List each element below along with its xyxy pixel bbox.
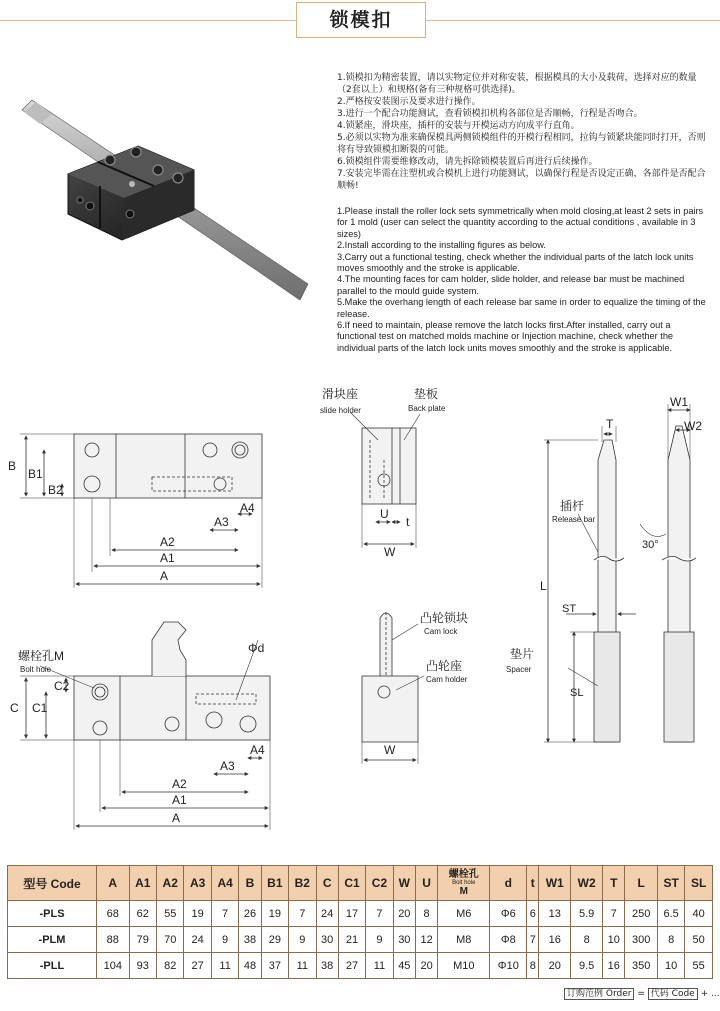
- col-header: C: [316, 866, 338, 901]
- table-cell: Φ10: [490, 953, 527, 979]
- bolt-hole-m: M: [459, 885, 468, 897]
- table-cell: 24: [316, 901, 338, 927]
- table-cell: 17: [338, 901, 365, 927]
- dim-a2-cam: A2: [172, 777, 187, 791]
- col-header: W: [393, 866, 415, 901]
- spacer-label-en: Spacer: [506, 665, 532, 674]
- dim-b: B: [8, 459, 17, 473]
- product-photo: [18, 88, 318, 318]
- release-bar-label-en: Release bar: [552, 515, 596, 524]
- table-cell: 21: [338, 927, 365, 953]
- dim-a-cam: A: [172, 811, 181, 825]
- dim-angle: 30°: [642, 539, 659, 551]
- table-cell: 93: [129, 953, 156, 979]
- table-cell: 11: [366, 953, 393, 979]
- note-cn: 2.严格按安装图示及要求进行操作。: [337, 97, 481, 107]
- table-row: [8, 901, 713, 927]
- table-cell: 79: [129, 927, 156, 953]
- col-header: C1: [338, 866, 365, 901]
- col-header: SL: [685, 866, 713, 901]
- table-cell: 16: [539, 927, 571, 953]
- table-cell: 8: [527, 953, 539, 979]
- col-header: 型号 Code: [8, 866, 97, 901]
- cam-holder-label-cn: 凸轮座: [426, 659, 463, 673]
- table-cell: 38: [239, 927, 261, 953]
- table-cell: 20: [539, 953, 571, 979]
- dim-a2: A2: [160, 535, 175, 549]
- dim-a3: A3: [214, 515, 229, 529]
- col-header: B1: [261, 866, 288, 901]
- table-cell: 13: [539, 901, 571, 927]
- table-cell: 11: [211, 953, 238, 979]
- table-cell: 12: [415, 927, 437, 953]
- dim-phi-d: Φd: [248, 641, 265, 655]
- dim-b2: B2: [48, 483, 63, 497]
- table-cell: 30: [316, 927, 338, 953]
- note-en: 4.The mounting faces for cam holder, slide holder, and release bar must be machined parallel to the mould guide system.: [337, 274, 685, 296]
- dim-u: U: [380, 507, 389, 521]
- dim-c2: C2: [54, 679, 70, 693]
- dim-w1: W1: [670, 395, 688, 409]
- table-cell: 5.9: [571, 901, 603, 927]
- table-header-row: [8, 866, 713, 901]
- notes-chinese: [337, 72, 709, 192]
- col-header: A4: [211, 866, 238, 901]
- cam-lock-label-en: Cam lock: [424, 627, 458, 636]
- table-row: [8, 953, 713, 979]
- technical-drawings: [0, 380, 720, 825]
- dim-w: W: [384, 545, 396, 559]
- table-cell: 10: [603, 927, 625, 953]
- col-header: L: [625, 866, 658, 901]
- order-prefix: 订购范例: [567, 989, 604, 999]
- back-plate-label-en: Back plate: [408, 404, 446, 413]
- col-header: B: [239, 866, 261, 901]
- table-cell: 55: [685, 953, 713, 979]
- slide-holder-label-en: slide holder: [320, 406, 361, 415]
- table-cell: 19: [184, 901, 211, 927]
- spacer-label-cn: 垫片: [510, 647, 535, 661]
- table-cell: 37: [261, 953, 288, 979]
- model-code-cell: -PLM: [8, 927, 97, 953]
- order-suffix: + ...: [700, 989, 720, 999]
- slide-holder-label-cn: 滑块座: [322, 387, 359, 401]
- table-cell: 7: [366, 901, 393, 927]
- note-en: 3.Carry out a functional testing, check whether the individual parts of the latch lock units moves smoothly and the stroke is applicable.: [337, 251, 694, 274]
- table-cell: 62: [129, 901, 156, 927]
- bolt-hole-cn: 螺栓孔: [448, 868, 479, 880]
- dim-w-cam: W: [384, 743, 396, 757]
- dim-st: ST: [562, 603, 577, 615]
- table-cell: 9: [211, 927, 238, 953]
- table-cell: M6: [438, 901, 490, 927]
- col-header: B2: [289, 866, 316, 901]
- cam-holder-drawing: [362, 612, 424, 764]
- page-title: 锁模扣: [296, 2, 426, 38]
- dim-a: A: [160, 569, 169, 583]
- table-cell: M8: [438, 927, 490, 953]
- table-cell: 104: [97, 953, 130, 979]
- col-header: d: [490, 866, 527, 901]
- table-cell: 26: [239, 901, 261, 927]
- table-cell: 70: [156, 927, 183, 953]
- note-cn: 6.锁模组件需要维修改动，请先拆除锁模装置后再进行后续操作。: [337, 157, 598, 167]
- table-cell: 55: [156, 901, 183, 927]
- table-cell: 82: [156, 953, 183, 979]
- table-cell: 27: [338, 953, 365, 979]
- col-header: ST: [657, 866, 684, 901]
- slide-holder-drawing: [350, 412, 420, 548]
- table-cell: 7: [603, 901, 625, 927]
- model-code-cell: -PLL: [8, 953, 97, 979]
- dim-c1: C1: [32, 701, 48, 715]
- col-header: A: [97, 866, 130, 901]
- cam-holder-label-en: Cam holder: [426, 675, 468, 684]
- cam-lock-label-cn: 凸轮锁块: [420, 611, 469, 625]
- note-cn: 7.安装完毕需在注塑机或合模机上进行功能测试，以确保行程是否设定正确，各部件是否配合顺畅!: [337, 169, 706, 191]
- table-cell: 48: [239, 953, 261, 979]
- dim-a4: A4: [240, 501, 255, 515]
- dim-a4-cam: A4: [250, 743, 265, 757]
- back-plate-label-cn: 垫板: [414, 387, 439, 401]
- table-cell: 38: [316, 953, 338, 979]
- table-cell: 50: [685, 927, 713, 953]
- table-cell: 30: [393, 927, 415, 953]
- table-cell: 9: [289, 927, 316, 953]
- order-label: [564, 988, 634, 1000]
- dim-b1: B1: [28, 467, 43, 481]
- table-cell: 7: [211, 901, 238, 927]
- order-equals: =: [637, 989, 645, 999]
- table-cell: 7: [289, 901, 316, 927]
- note-cn: 3.进行一个配合功能测试，查看锁模扣机构各部位是否顺畅，行程是否吻合。: [337, 109, 643, 119]
- note-en: 6.If need to maintain, please remove the latch locks first.After installed, carry out a functional test on matched molds machine or Injection machine, check whether the individual parts of the latch lock units moves smoothly and the stroke is applicable.: [337, 320, 674, 353]
- col-header: U: [415, 866, 437, 901]
- dim-a1-cam: A1: [172, 793, 187, 807]
- table-cell: 300: [625, 927, 658, 953]
- note-en: 2.Install according to the installing figures as below.: [337, 240, 546, 251]
- note-cn: 4.锁紧座，滑块座，插杆的安装与开模运动方向成平行直角。: [337, 121, 580, 131]
- table-cell: 19: [261, 901, 288, 927]
- table-cell: 6: [527, 901, 539, 927]
- dim-a1: A1: [160, 551, 175, 565]
- code-cn: 代码: [650, 989, 669, 999]
- dim-t: t: [406, 515, 410, 529]
- code-word: Code: [671, 989, 695, 999]
- table-cell: 10: [657, 953, 684, 979]
- col-header: A3: [184, 866, 211, 901]
- bolt-hole-label-cn: 螺栓孔M: [18, 649, 64, 663]
- col-header: t: [527, 866, 539, 901]
- bolt-hole-en: Bolt hole: [452, 879, 476, 886]
- note-cn: 5.必须以实物为准来确保模具两侧锁模组件的开模行程相同，拉钩与锁紧块能同时打开，否则将有导致锁模扣断裂的可能。: [337, 133, 706, 155]
- table-cell: 24: [184, 927, 211, 953]
- col-header: W1: [539, 866, 571, 901]
- bolt-hole-label-en: Bolt hole: [20, 665, 52, 674]
- spec-table: [7, 865, 713, 979]
- dim-l: L: [540, 579, 547, 593]
- order-example: [564, 986, 720, 999]
- col-header: T: [603, 866, 625, 901]
- release-bar-label-cn: 插杆: [560, 499, 585, 513]
- table-cell: 88: [97, 927, 130, 953]
- table-cell: 8: [415, 901, 437, 927]
- table-cell: Φ8: [490, 927, 527, 953]
- model-code-cell: -PLS: [8, 901, 97, 927]
- col-header: A1: [129, 866, 156, 901]
- table-cell: 40: [685, 901, 713, 927]
- dim-sl: SL: [570, 687, 584, 699]
- table-cell: 20: [393, 901, 415, 927]
- table-cell: 7: [527, 927, 539, 953]
- dim-c: C: [10, 701, 19, 715]
- notes-english: [337, 206, 709, 354]
- table-cell: 45: [393, 953, 415, 979]
- table-cell: 68: [97, 901, 130, 927]
- installation-notes: [337, 72, 709, 354]
- table-cell: 11: [289, 953, 316, 979]
- release-bar-drawing: [544, 404, 696, 742]
- table-cell: 16: [603, 953, 625, 979]
- col-header-bolt-hole: [438, 866, 490, 901]
- note-en: 5.Make the overhang length of each release bar same in order to equalize the timing of the release.: [337, 297, 706, 319]
- col-header: A2: [156, 866, 183, 901]
- col-header: W2: [571, 866, 603, 901]
- table-cell: 9.5: [571, 953, 603, 979]
- table-cell: 9: [366, 927, 393, 953]
- top-view-drawing: [20, 434, 262, 588]
- table-row: [8, 927, 713, 953]
- table-cell: 8: [571, 927, 603, 953]
- table-cell: M10: [438, 953, 490, 979]
- table-cell: 8: [657, 927, 684, 953]
- dim-t-bar: T: [606, 417, 614, 431]
- col-header: C2: [366, 866, 393, 901]
- dim-a3-cam: A3: [220, 759, 235, 773]
- table-cell: 6.5: [657, 901, 684, 927]
- dim-w2: W2: [684, 419, 702, 433]
- table-cell: 20: [415, 953, 437, 979]
- table-cell: 250: [625, 901, 658, 927]
- table-cell: 27: [184, 953, 211, 979]
- code-label: [648, 988, 698, 1000]
- table-body: [8, 901, 713, 979]
- table-cell: Φ6: [490, 901, 527, 927]
- table-cell: 350: [625, 953, 658, 979]
- order-word: Order: [605, 989, 632, 999]
- table-cell: 29: [261, 927, 288, 953]
- note-en: 1.Please install the roller lock sets symmetrically when mold closing,at least 2 sets in pairs for 1 mold (user can select the quantity according to the actual conditions , available in 3 sizes): [337, 206, 704, 239]
- note-cn: 1.锁模扣为精密装置，请以实物定位并对称安装，根据模具的大小及载荷，选择对应的数量（2套以上）和规格(备有三种规格可供选择)。: [337, 73, 697, 95]
